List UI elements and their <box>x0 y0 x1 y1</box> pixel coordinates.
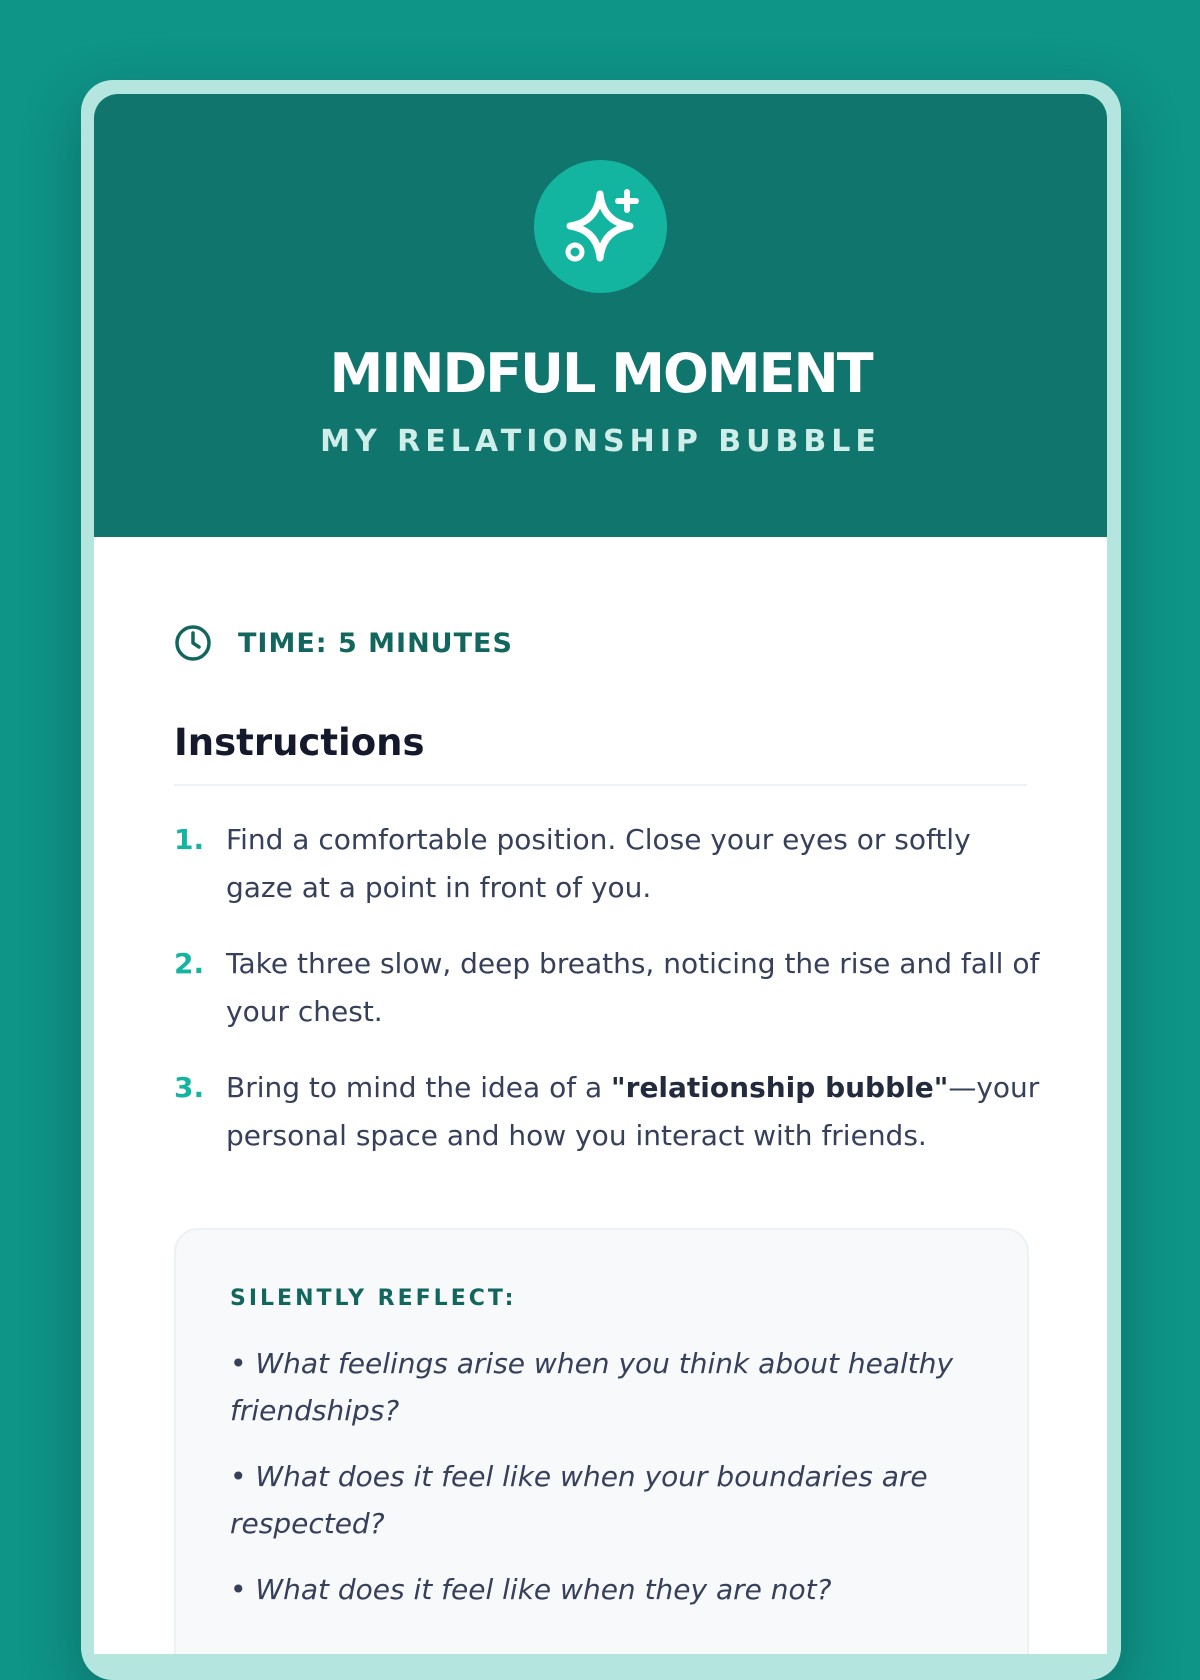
reflection-question: • What does it feel like when your boundaries are respected? <box>230 1460 928 1540</box>
step-text: Find a comfortable position. Close your eyes or softly gaze at a point in front of you. <box>226 823 971 904</box>
step-text: Take three slow, deep breaths, noticing the rise and fall of your chest. <box>226 947 1040 1028</box>
reflection-question: • What does it feel like when they are not? <box>230 1573 832 1606</box>
exercise-card <box>94 94 1107 1654</box>
instruction-step-3 <box>174 1064 1044 1160</box>
step-text-before: Bring to mind the idea of a <box>226 1071 612 1104</box>
divider <box>174 784 1027 786</box>
time-indicator <box>174 620 513 666</box>
instruction-list <box>174 816 1044 1188</box>
page-subtitle: MY RELATIONSHIP BUBBLE <box>320 424 881 459</box>
step-number: 3. <box>174 1071 205 1104</box>
reflection-label: SILENTLY REFLECT: <box>230 1286 517 1311</box>
step-text-after: —your personal space and how you interact with friends. <box>226 1071 1040 1152</box>
card-header <box>94 94 1107 537</box>
clock-icon <box>174 624 212 662</box>
page-title: MINDFUL MOMENT <box>329 342 872 405</box>
instruction-step-1 <box>174 816 1044 912</box>
reflection-box <box>174 1228 1029 1654</box>
step-text-emphasis: "relationship bubble" <box>611 1071 949 1104</box>
sparkles-icon <box>534 160 667 293</box>
instruction-step-2 <box>174 940 1044 1036</box>
instructions-heading: Instructions <box>174 721 425 764</box>
step-number: 2. <box>174 947 205 980</box>
time-label: TIME: 5 MINUTES <box>238 627 513 659</box>
step-number: 1. <box>174 823 205 856</box>
reflection-question: • What feelings arise when you think about healthy friendships? <box>230 1347 954 1427</box>
reflection-list <box>230 1340 990 1632</box>
